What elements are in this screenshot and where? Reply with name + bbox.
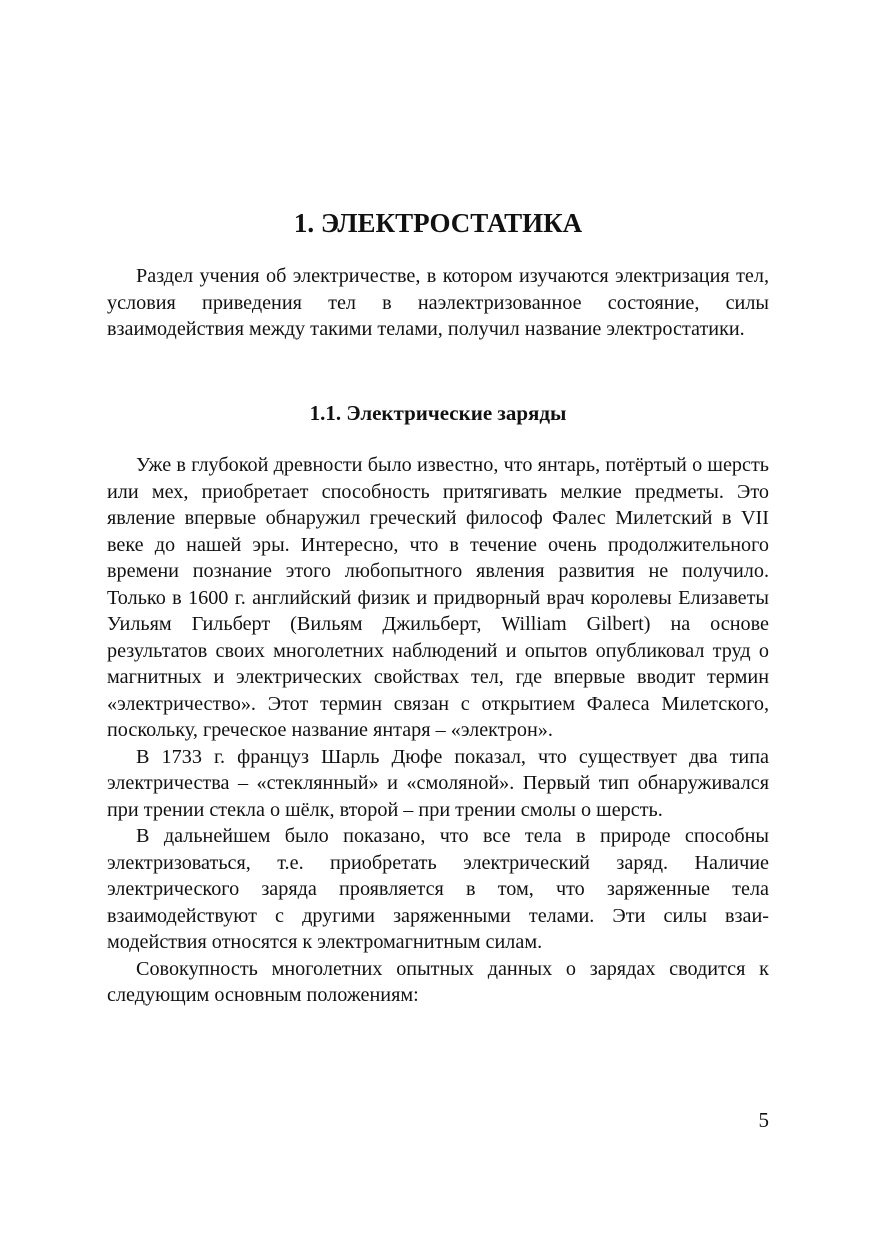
paragraph: В дальнейшем было показано, что все тела в природе способны электризоваться, т.е. приобретать электрический заряд. Наличие электрического заряда проявляется в том, что заряженные тела взаимодействуют с другими заряженными телами. Эти силы взаимодействия относятся к электромагнитным силам. (107, 825, 769, 953)
document-page (107, 0, 769, 1240)
intro-paragraph: Раздел учения об электричестве, в котором изучаются электризация тел, условия приведения тел в наэлектризованное состояние, силы взаимодействия между такими телами, получил название электростатики. (107, 265, 769, 340)
page-number: 5 (758, 1108, 769, 1132)
chapter-title: 1. ЭЛЕКТРОСТАТИКА (293, 208, 583, 238)
section-title: 1.1. Электрические заряды (309, 401, 567, 425)
paragraph: Уже в глубокой древности было известно, что янтарь, потёртый о шерсть или мех, приобретает способность притягивать мелкие предметы. Это явление впервые обнаружил греческий философ Фалес Милетский в VII веке до нашей эры. Интересно, что в течение очень продолжительного времени познание этого любопытного явления развития не получило. Только в 1600 г. английский физик и придворный врач королевы Елизаветы Уильям Гильберт (Вильям Джильберт, William Gilbert) на основе результатов своих многолетних наблюдений и опытов опубликовал труд о магнитных и электрических свойствах тел, где впервые вводит термин «электричество». Этот термин связан с открытием Фалеса Милетского, поскольку, греческое название янтаря – «электрон». (107, 454, 769, 741)
paragraph: Совокупность многолетних опытных данных о зарядах сводится к следующим основным положениям: (107, 957, 769, 1006)
section-body (107, 452, 769, 1009)
intro-block (107, 263, 769, 343)
paragraph: В 1733 г. француз Шарль Дюфе показал, что существует два типа электричества – «стеклянный» и «смоляной». Первый тип обнаруживался при трении стекла о шёлк, второй – при трении смолы о шерсть. (107, 745, 769, 821)
